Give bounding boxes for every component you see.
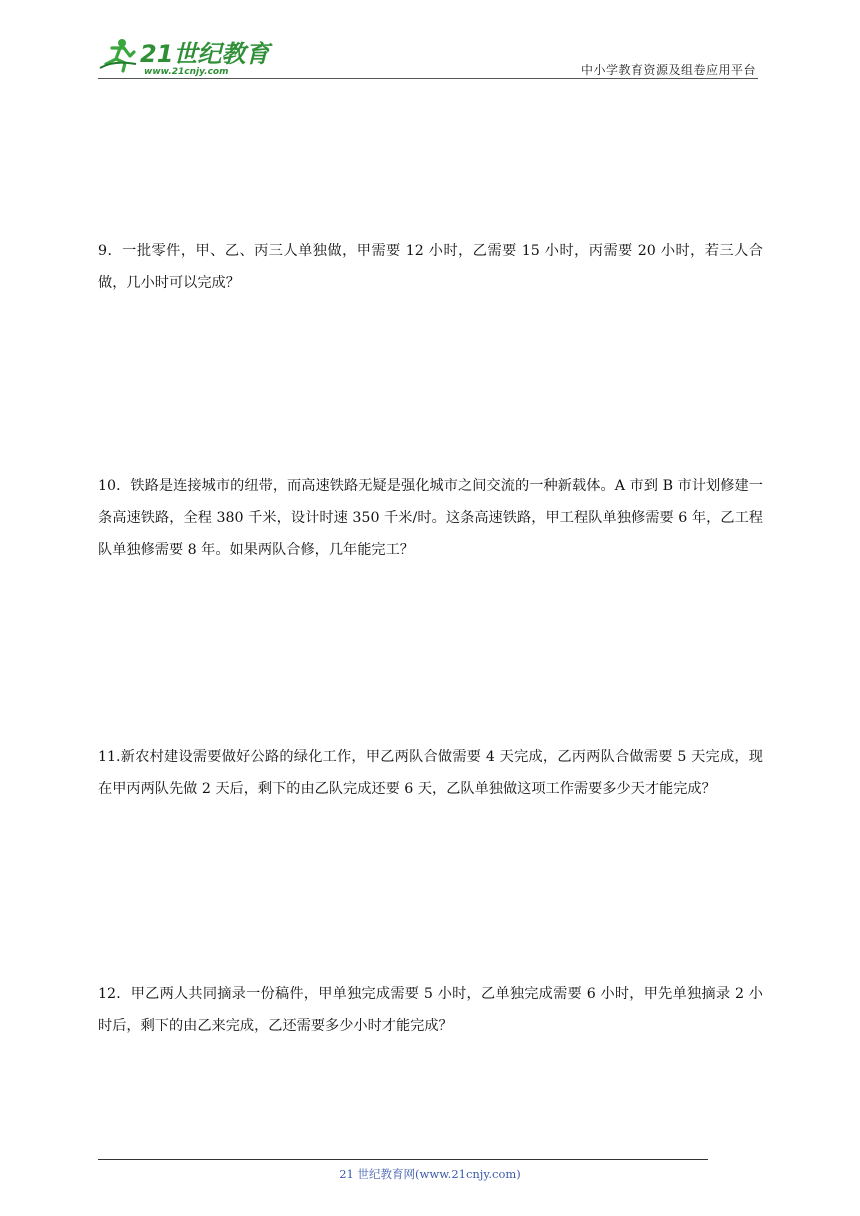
question-number: 9． xyxy=(98,243,123,259)
question-text: 甲乙两人共同摘录一份稿件，甲单独完成需要 5 小时，乙单独完成需要 6 小时，甲先单独摘录 2 小时后，剩下的由乙来完成，乙还需要多少小时才能完成？ xyxy=(98,986,763,1034)
runner-icon xyxy=(100,39,136,71)
header-divider xyxy=(98,78,758,79)
footer-link[interactable]: 21 世纪教育网(www.21cnjy.com) xyxy=(339,1167,521,1181)
question-number: 11. xyxy=(98,749,121,765)
question-number: 10． xyxy=(98,478,131,494)
question-text: 一批零件，甲、乙、丙三人单独做，甲需要 12 小时，乙需要 15 小时，丙需要 20 小时，若三人合做，几小时可以完成？ xyxy=(98,243,763,291)
logo-text: 21世纪教育 xyxy=(140,40,270,68)
logo-url: www.21cnjy.com xyxy=(144,67,229,76)
question-text: 铁路是连接城市的纽带，而高速铁路无疑是强化城市之间交流的一种新载体。A 市到 B 市计划修建一条高速铁路，全程 380 千米，设计时速 350 千米/时。这条高速铁路，甲工程队单独修需要 6 年，乙工程队单独修需要 8 年。如果两队合修，几年能完工？ xyxy=(98,478,763,558)
logo-graphic xyxy=(94,34,274,76)
question-text: 新农村建设需要做好公路的绿化工作，甲乙两队合做需要 4 天完成，乙丙两队合做需要 5 天完成，现在甲丙两队先做 2 天后，剩下的由乙队完成还要 6 天，乙队单独做这项工作需要多少天才能完成？ xyxy=(98,749,763,797)
question-10 xyxy=(98,470,763,566)
question-9 xyxy=(98,235,763,299)
question-number: 12． xyxy=(98,986,131,1002)
question-12 xyxy=(98,978,763,1042)
page-header xyxy=(0,0,860,82)
question-11 xyxy=(98,741,763,805)
footer-divider xyxy=(98,1159,708,1160)
platform-name: 中小学教育资源及组卷应用平台 xyxy=(580,63,756,77)
site-logo[interactable] xyxy=(94,34,274,76)
